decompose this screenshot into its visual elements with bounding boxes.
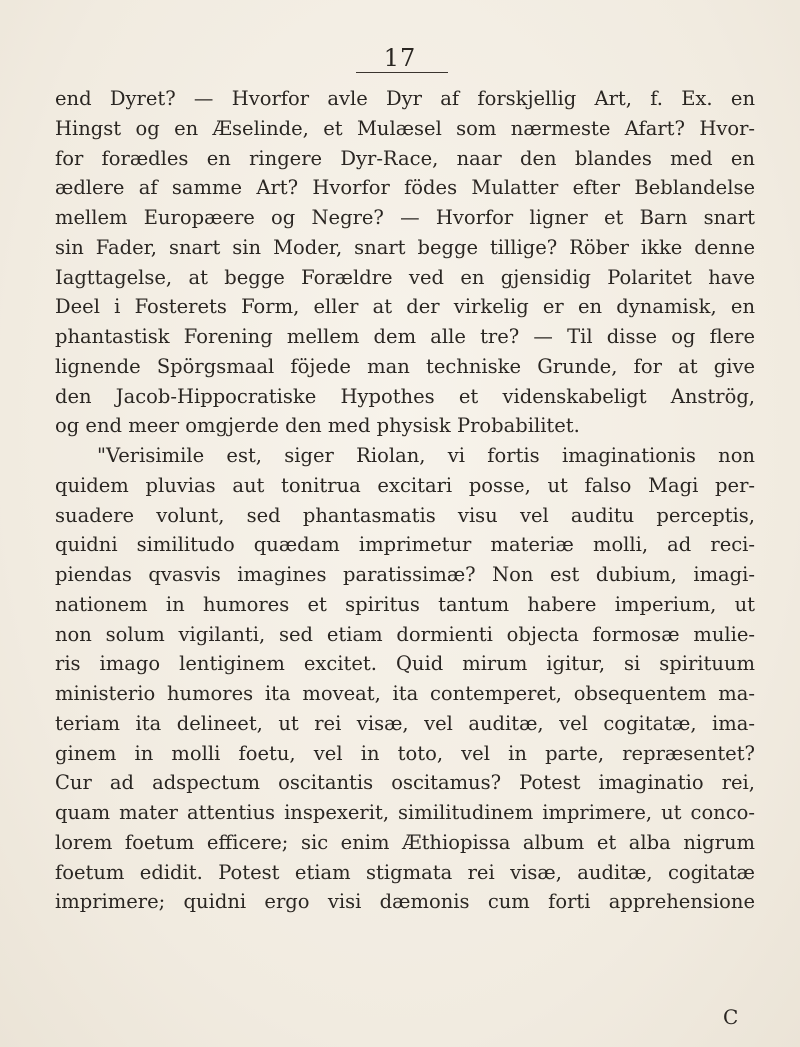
text-line: end Dyret? — Hvorfor avle Dyr af forskjellig Art, f. Ex. en [55,87,755,110]
text-line: piendas qvasvis imagines paratissimæ? Non est dubium, imagi- [55,563,755,586]
text-line: Cur ad adspectum oscitantis oscitamus? Potest imaginatio rei, [55,771,755,795]
header-rule [356,72,448,73]
text-line: Iagttagelse, at begge Forældre ved en gjensidig Polaritet have [55,265,755,289]
body-text [55,84,755,917]
text-line: ris imago lentiginem excitet. Quid mirum igitur, si spirituum [55,652,755,676]
text-line: quidni similitudo quædam imprimetur materiæ molli, ad reci- [55,533,755,557]
text-line: ministerio humores ita moveat, ita contemperet, obsequentem ma- [55,682,755,705]
catchword: C [723,1005,739,1029]
text-line: ginem in molli foetu, vel in toto, vel in parte, repræsentet? [55,741,755,765]
text-line: for forædles en ringere Dyr-Race, naar den blandes med en [55,146,755,170]
text-line: "Verisimile est, siger Riolan, vi fortis imaginationis non [97,444,755,467]
text-line: foetum edidit. Potest etiam stigmata rei visæ, auditæ, cogitatæ [55,860,755,884]
text-line: nationem in humores et spiritus tantum habere imperium, ut [55,592,755,616]
text-line: lorem foetum efficere; sic enim Æthiopissa album et alba nigrum [55,830,755,854]
text-line: ædlere af samme Art? Hvorfor födes Mulatter efter Beblandelse [55,176,755,200]
text-line: quidem pluvias aut tonitrua excitari posse, ut falso Magi per- [55,473,755,497]
text-line: phantastisk Forening mellem dem alle tre? — Til disse og flere [55,325,755,348]
text-line: Hingst og en Æselinde, et Mulæsel som nærmeste Afart? Hvor- [55,116,755,140]
text-line: imprimere; quidni ergo visi dæmonis cum forti apprehensione [55,890,755,914]
text-line: Deel i Fosterets Form, eller at der virkelig er en dynamisk, en [55,295,755,319]
text-line: mellem Europæere og Negre? — Hvorfor ligner et Barn snart [55,206,755,229]
text-line: teriam ita delineet, ut rei visæ, vel auditæ, vel cogitatæ, ima- [55,711,755,735]
text-line: sin Fader, snart sin Moder, snart begge tillige? Röber ikke denne [55,235,755,259]
text-line: den Jacob-Hippocratiske Hypothes et videnskabeligt Anströg, [55,384,755,408]
text-line: quam mater attentius inspexerit, similitudinem imprimere, ut conco- [55,801,755,824]
text-line: suadere volunt, sed phantasmatis visu vel auditu perceptis, [55,503,755,527]
page-number: 17 [383,44,417,72]
text-line: lignende Spörgsmaal föjede man techniske Grunde, for at give [55,354,755,378]
text-line: og end meer omgjerde den med physisk Probabilitet. [55,414,580,438]
text-line: non solum vigilanti, sed etiam dormienti objecta formosæ mulie- [55,622,755,646]
